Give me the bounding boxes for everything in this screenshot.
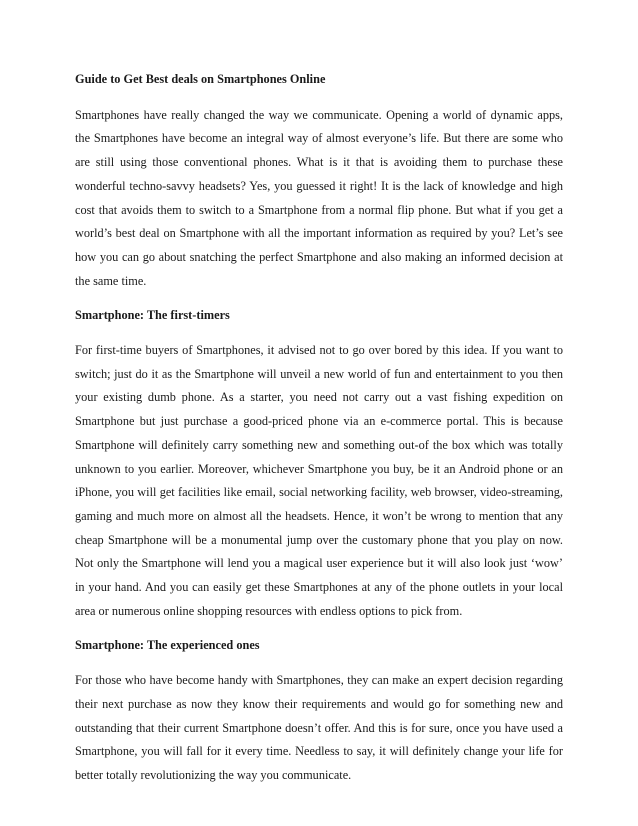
intro-paragraph: Smartphones have really changed the way we communicate. Opening a world of dynamic apps, the Smartphones have become an integral way of almost everyone’s life. But there are some who are still using those conventional phones. What is it that is avoiding them to purchase these wonderful techno-savvy headsets? Yes, you guessed it right! It is the lack of knowledge and high cost that avoids them to switch to a Smartphone from a normal flip phone. But what if you get a world’s best deal on Smartphone with all the important information as required by you? Let’s see how you can go about snatching the perfect Smartphone and also making an informed decision at the same time. (75, 107, 563, 288)
section-body-first-timers: For first-time buyers of Smartphones, it advised not to go over bored by this idea. If you want to switch; just do it as the Smartphone will unveil a new world of fun and entertainment to you then your existing dumb phone. As a starter, you need not carry out a vast fishing expedition on Smartphone but just purchase a good-priced phone via an e-commerce portal. This is because Smartphone will definitely carry something new and something out-of the box which was totally unknown to you earlier. Moreover, whichever Smartphone you buy, be it an Android phone or an iPhone, you will get facilities like email, social networking facility, web browser, video-streaming, gaming and much more on almost all the headsets. Hence, it won’t be wrong to mention that any cheap Smartphone will be a monumental jump over the customary phone that you play on now. Not only the Smartphone will lend you a magical user experience but it will also look just ‘wow’ in your hand. And you can easily get these Smartphones at any of the phone outlets in your local area or numerous online shopping resources with endless options to pick from. (75, 343, 563, 618)
section-body-experienced: For those who have become handy with Smartphones, they can make an expert decision regarding their next purchase as now they know their requirements and would go for something new and outstanding that their current Smartphone doesn’t offer. And this is for sure, once you have used a Smartphone, you will fall for it every time. Needless to say, it will definitely change your life for better totally revolutionizing the way you communicate. (75, 673, 563, 782)
document-title: Guide to Get Best deals on Smartphones Online (75, 72, 326, 86)
document-page (75, 68, 563, 788)
section-heading-first-timers: Smartphone: The first-timers (75, 308, 230, 323)
section-heading-experienced: Smartphone: The experienced ones (75, 638, 260, 653)
